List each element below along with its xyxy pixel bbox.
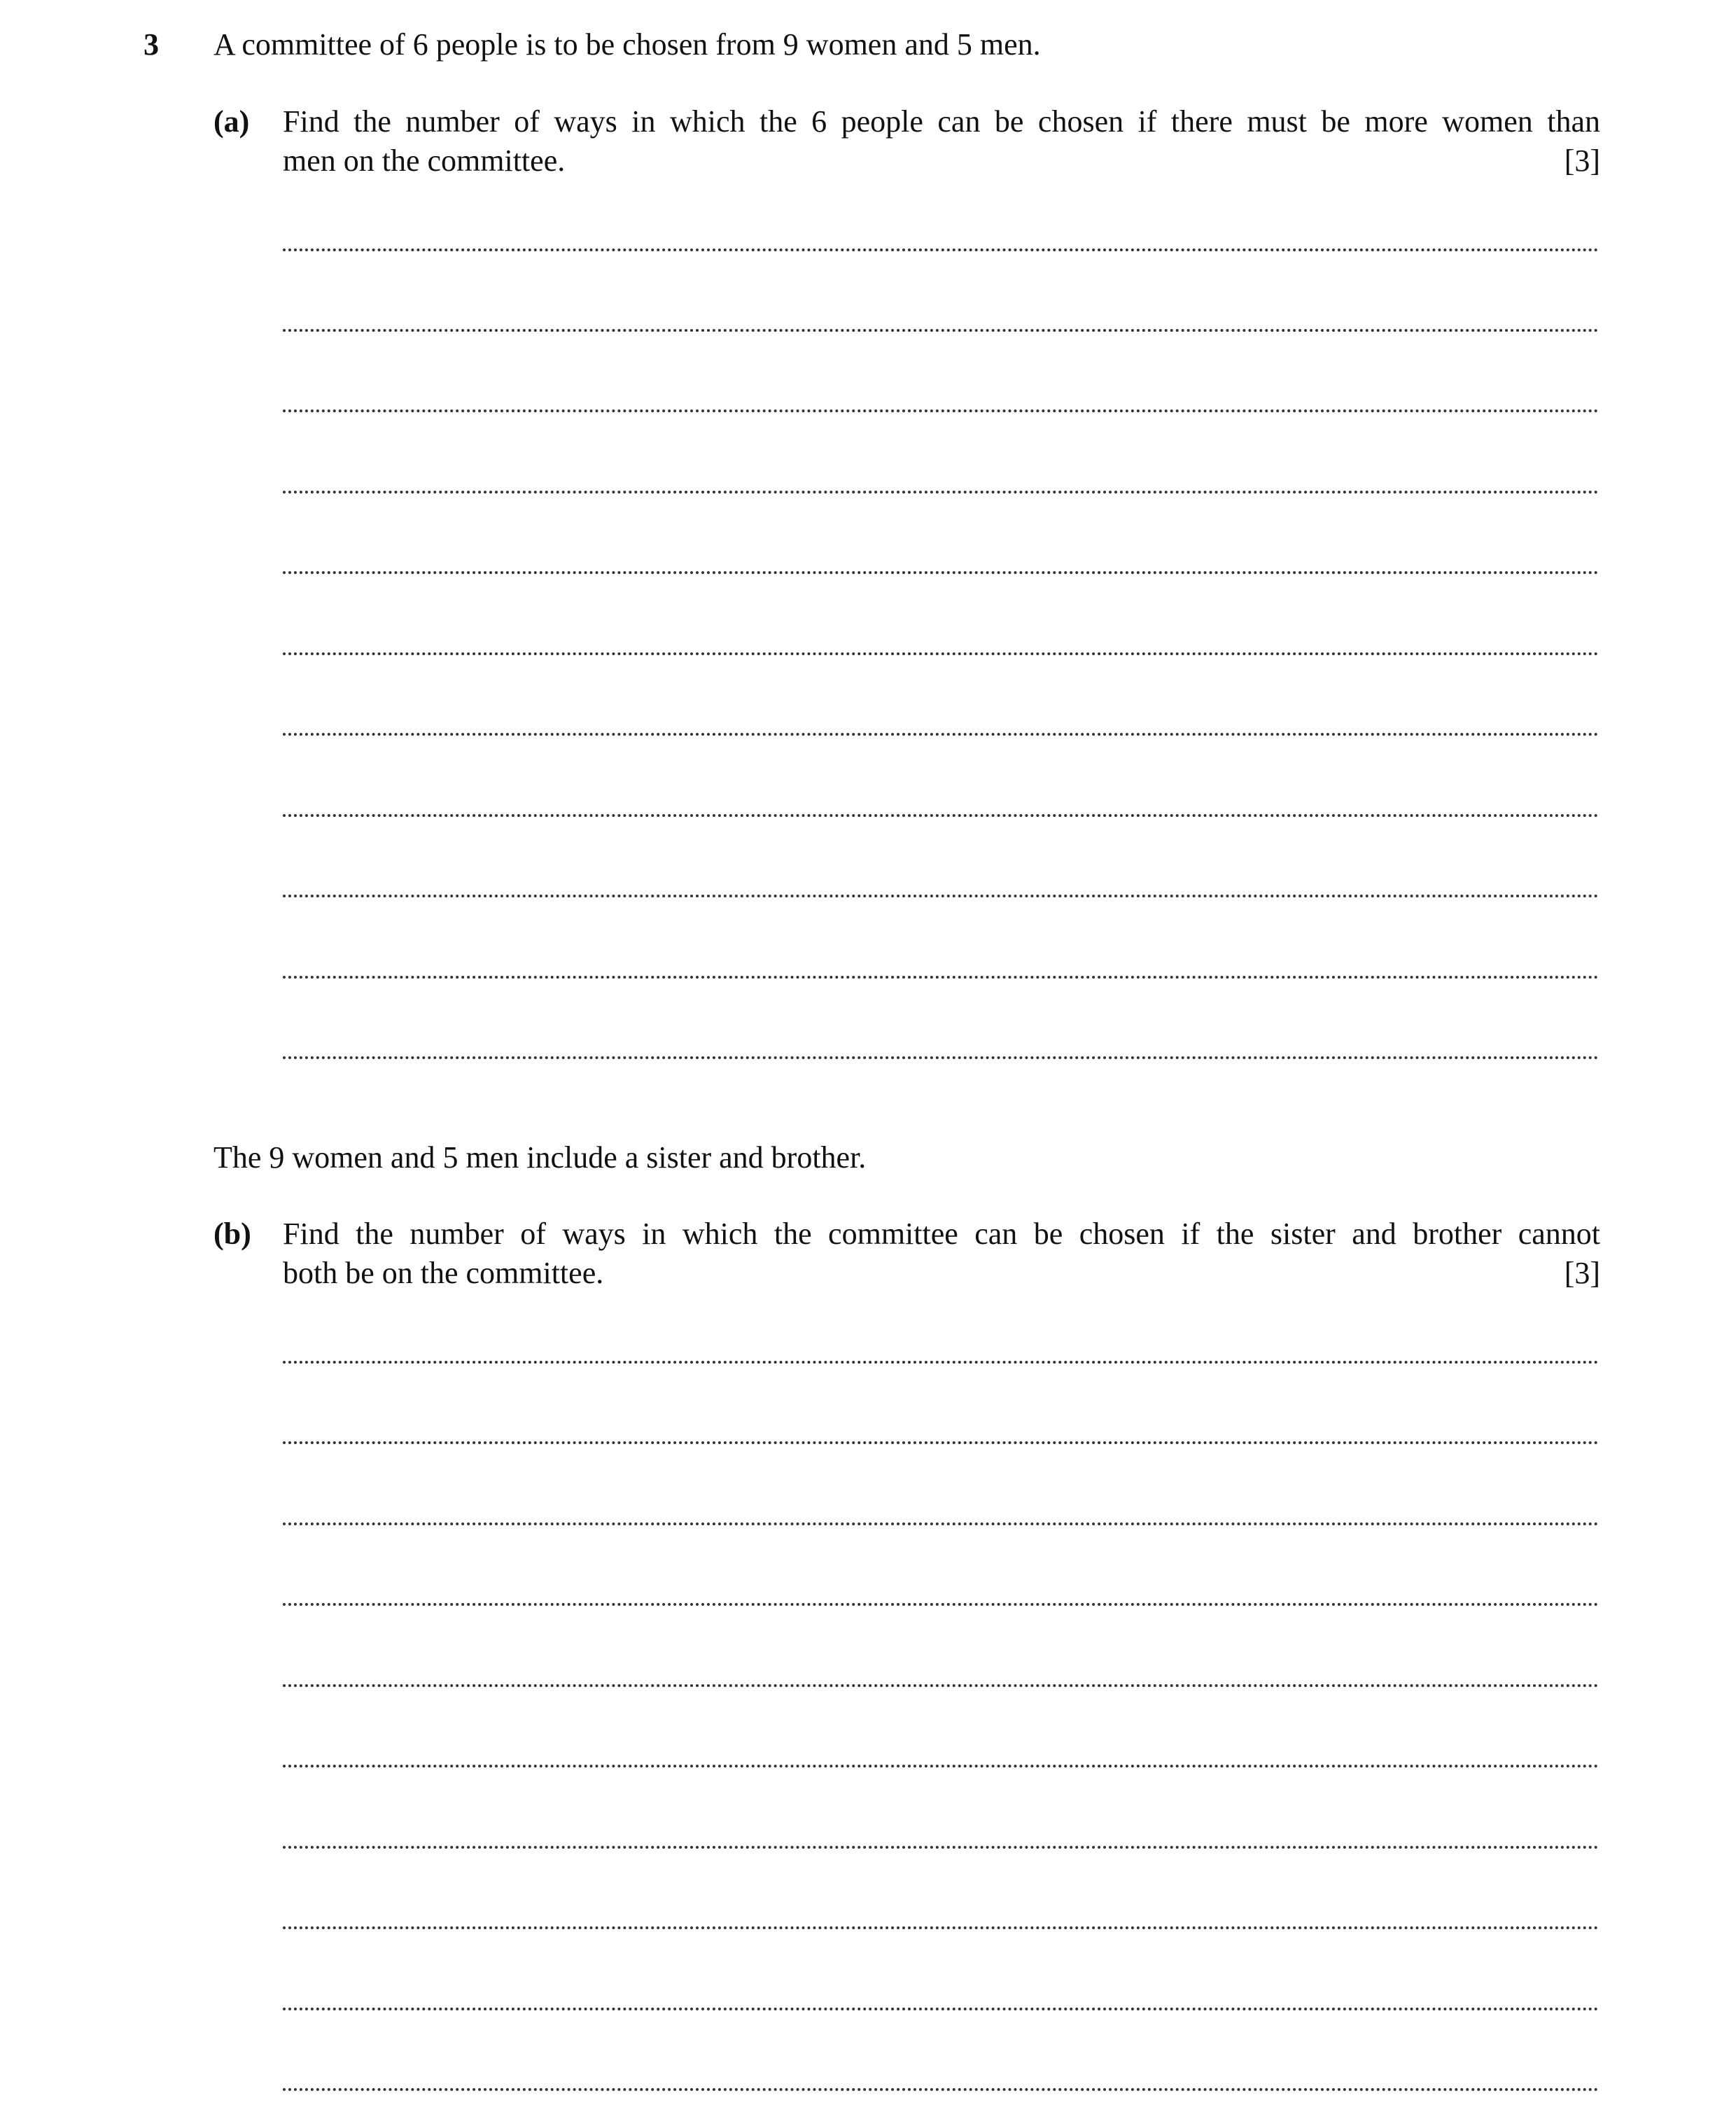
answer-line[interactable] (283, 1441, 1599, 1444)
answer-line[interactable] (283, 1603, 1599, 1606)
part-a-text (283, 102, 1600, 181)
answer-line[interactable] (283, 248, 1599, 251)
answer-line[interactable] (283, 491, 1599, 493)
answer-line[interactable] (283, 1056, 1599, 1059)
answer-line[interactable] (283, 976, 1599, 979)
part-b-text-line2: both be on the committee. (283, 1256, 604, 1290)
part-a-text-line1: Find the number of ways in which the 6 people can be chosen if there must be more women than (283, 104, 1600, 139)
question-stem: A committee of 6 people is to be chosen from 9 women and 5 men. (214, 27, 1041, 62)
answer-line[interactable] (283, 1684, 1599, 1687)
part-b-marks: [3] (1564, 1256, 1600, 1290)
part-b-text (283, 1214, 1600, 1293)
part-a-label: (a) (214, 104, 250, 139)
part-a-text-line2-row (283, 141, 1600, 181)
answer-line[interactable] (283, 814, 1599, 817)
answer-line[interactable] (283, 1522, 1599, 1525)
answer-line[interactable] (283, 1361, 1599, 1364)
answer-line[interactable] (283, 410, 1599, 412)
answer-line[interactable] (283, 2088, 1599, 2091)
part-b-label: (b) (214, 1217, 251, 1251)
part-a-text-line2: men on the committee. (283, 144, 566, 178)
answer-line[interactable] (283, 652, 1599, 655)
question-number: 3 (144, 27, 159, 62)
answer-line[interactable] (283, 1926, 1599, 1929)
answer-line[interactable] (283, 1765, 1599, 1768)
part-b-text-line1: Find the number of ways in which the committee can be chosen if the sister and brother cannot (283, 1217, 1600, 1251)
answer-line[interactable] (283, 733, 1599, 736)
part-b-text-line2-row (283, 1254, 1600, 1293)
answer-line[interactable] (283, 2008, 1599, 2010)
context-text: The 9 women and 5 men include a sister and brother. (214, 1140, 867, 1175)
answer-line[interactable] (283, 571, 1599, 574)
answer-line[interactable] (283, 329, 1599, 332)
part-a-marks: [3] (1564, 144, 1600, 178)
answer-line[interactable] (283, 895, 1599, 897)
answer-line[interactable] (283, 1846, 1599, 1849)
